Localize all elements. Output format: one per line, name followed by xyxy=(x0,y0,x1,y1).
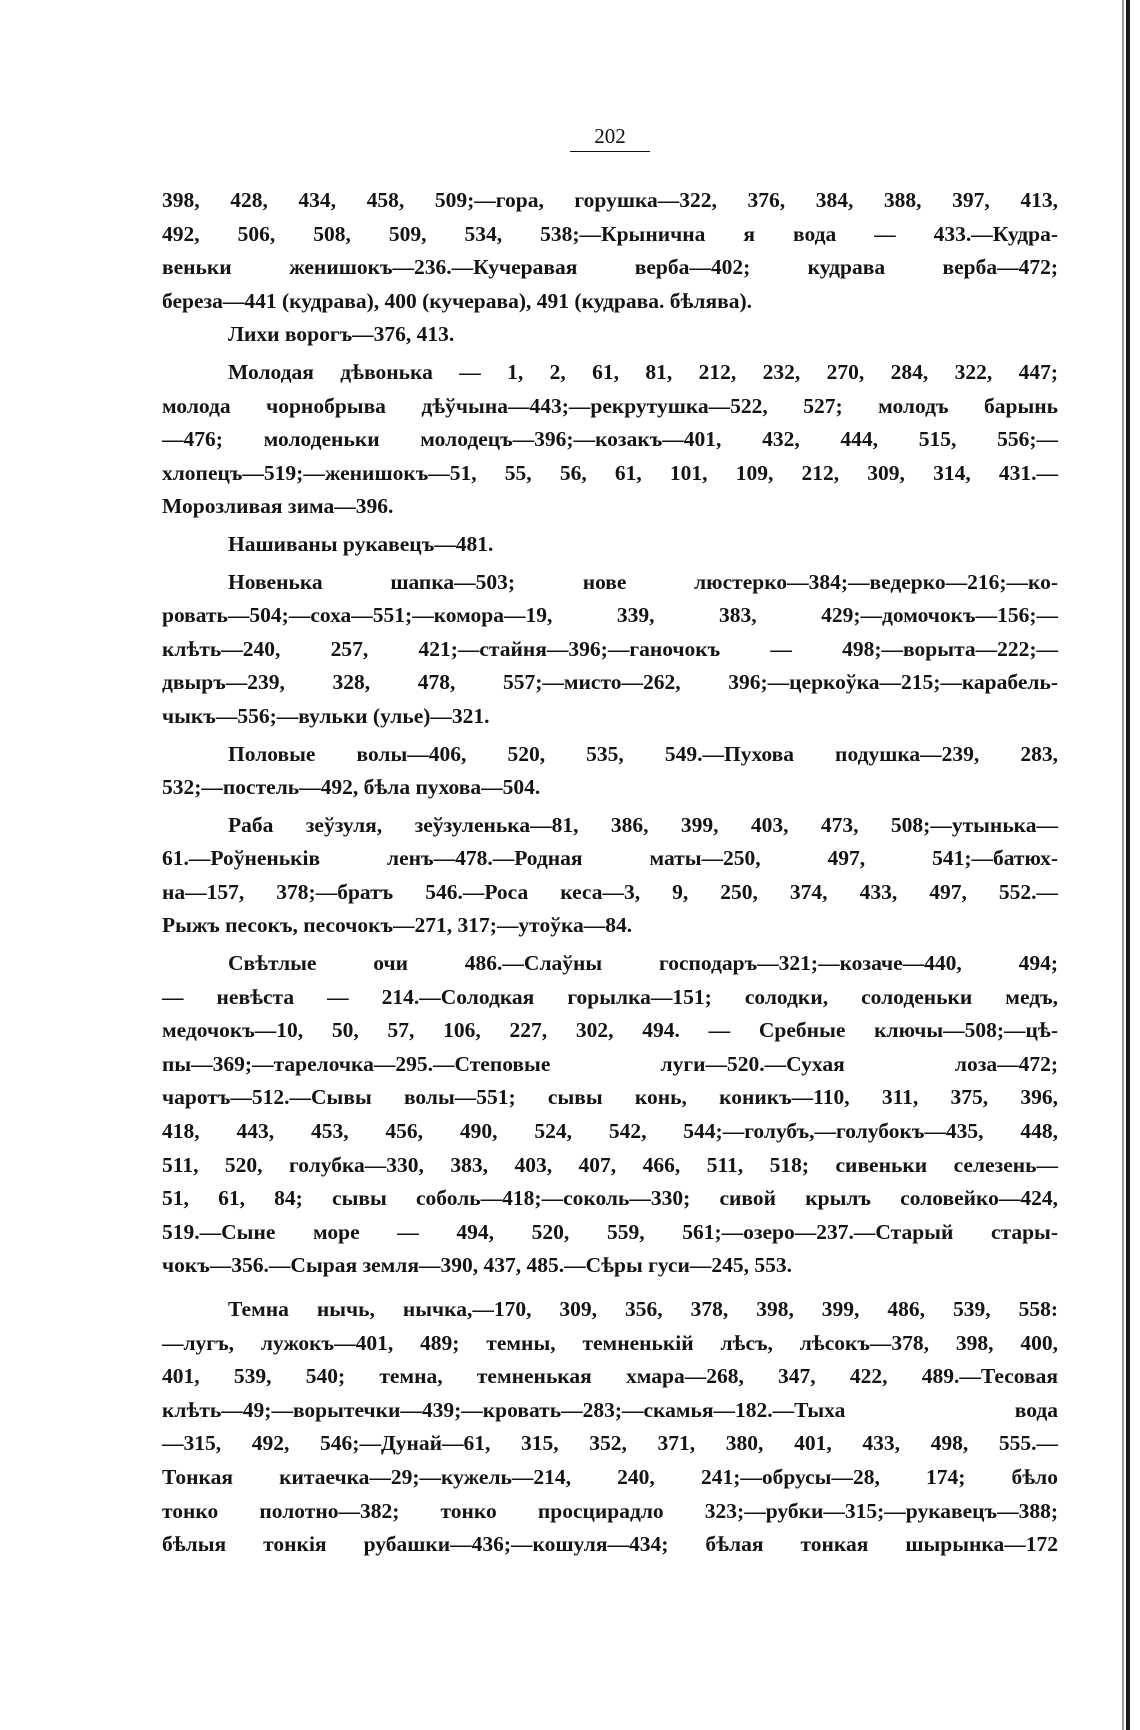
page-number: 202 xyxy=(570,124,650,152)
text-line: Лихи ворогъ—376, 413. xyxy=(228,322,455,347)
text-line: —315, 492, 546;—Дунай—61, 315, 352, 371, 380, 401, 433, 498, 555.— xyxy=(162,1431,1058,1456)
text-line: 61.—Роўненьків ленъ—478.—Родная маты—250, 497, 541;—батюх- xyxy=(162,846,1058,871)
text-line: тонко полотно—382; тонко просцирадло 323;—рубки—315;—рукавецъ—388; xyxy=(162,1498,1058,1523)
text-line: —лугъ, лужокъ—401, 489; темны, темненькій лѣсъ, лѣсокъ—378, 398, 400, xyxy=(162,1330,1058,1355)
text-line: 51, 61, 84; сывы соболь—418;—соколь—330; сивой крылъ соловейко—424, xyxy=(162,1186,1058,1211)
index-text-block xyxy=(162,184,1058,1562)
text-line: чыкъ—556;—вульки (улье)—321. xyxy=(162,703,490,728)
text-line: 418, 443, 453, 456, 490, 524, 542, 544;—голубъ,—голубокъ—435, 448, xyxy=(162,1119,1058,1144)
text-line: пы—369;—тарелочка—295.—Степовые луги—520.—Сухая лоза—472; xyxy=(162,1051,1058,1076)
text-line: 492, 506, 508, 509, 534, 538;—Крынична я вода — 433.—Кудра- xyxy=(162,221,1058,246)
text-line: двыръ—239, 328, 478, 557;—мисто—262, 396;—церкоўка—215;—карабель- xyxy=(162,670,1058,695)
text-line: медочокъ—10, 50, 57, 106, 227, 302, 494. — Сребные ключы—508;—цѣ- xyxy=(162,1018,1058,1043)
text-line: Раба зеўзуля, зеўзуленька—81, 386, 399, 403, 473, 508;—утынька— xyxy=(228,812,1058,837)
text-line: Половые волы—406, 520, 535, 549.—Пухова подушка—239, 283, xyxy=(228,741,1058,766)
text-line: Темна нычь, нычка,—170, 309, 356, 378, 398, 399, 486, 539, 558: xyxy=(228,1297,1058,1321)
page-edge-shadow xyxy=(1122,0,1124,1730)
text-line: 532;—постель—492, бѣла пухова—504. xyxy=(162,775,541,800)
text-line: —476; молоденьки молодецъ—396;—козакъ—401, 432, 444, 515, 556;— xyxy=(162,427,1058,452)
text-line: чокъ—356.—Сырая земля—390, 437, 485.—Сѣры гуси—245, 553. xyxy=(162,1253,793,1278)
text-line: хлопецъ—519;—женишокъ—51, 55, 56, 61, 101, 109, 212, 309, 314, 431.— xyxy=(162,460,1058,485)
text-line: 519.—Сыне море — 494, 520, 559, 561;—озеро—237.—Старый стары- xyxy=(162,1219,1058,1244)
text-line: Тонкая китаечка—29;—кужель—214, 240, 241;—обрусы—28, 174; бѣло xyxy=(162,1464,1058,1489)
text-line: чаротъ—512.—Сывы волы—551; сывы конь, коникъ—110, 311, 375, 396, xyxy=(162,1085,1058,1110)
page-edge xyxy=(1126,0,1130,1730)
text-line: клѣть—49;—ворытечки—439;—кровать—283;—скамья—182.—Тыха вода xyxy=(162,1397,1058,1422)
text-line: Морозливая зима—396. xyxy=(162,494,394,519)
text-line: Свѣтлые очи 486.—Слаўны господаръ—321;—козаче—440, 494; xyxy=(228,951,1058,976)
text-line: — невѣста — 214.—Солодкая горылка—151; солодки, солоденьки медъ, xyxy=(162,984,1058,1009)
text-line: на—157, 378;—братъ 546.—Роса кеса—3, 9, 250, 374, 433, 497, 552.— xyxy=(162,879,1058,904)
text-line: веньки женишокъ—236.—Кучеравая верба—402; кудрава верба—472; xyxy=(162,255,1058,280)
text-line: 511, 520, голубка—330, 383, 403, 407, 466, 511, 518; сивеньки селезень— xyxy=(162,1152,1058,1177)
text-line: 401, 539, 540; темна, темненькая хмара—268, 347, 422, 489.—Тесовая xyxy=(162,1364,1058,1389)
text-line: береза—441 (кудрава), 400 (кучерава), 491 (кудрава. бѣлява). xyxy=(162,288,752,313)
text-line: 398, 428, 434, 458, 509;—гора, горушка—322, 376, 384, 388, 397, 413, xyxy=(162,188,1058,212)
text-line: Новенька шапка—503; нове люстерко—384;—ведерко—216;—ко- xyxy=(228,569,1058,594)
text-line: молода чорнобрыва дѣўчына—443;—рекрутушка—522, 527; молодъ барынь xyxy=(162,393,1058,418)
text-line: клѣть—240, 257, 421;—стайня—396;—ганочокъ — 498;—ворыта—222;— xyxy=(162,636,1058,661)
text-line: Рыжъ песокъ, песочокъ—271, 317;—утоўка—84. xyxy=(162,913,633,938)
text-line: бѣлыя тонкія рубашки—436;—кошуля—434; бѣлая тонкая шырынка—172 xyxy=(162,1532,1058,1557)
text-line: ровать—504;—соха—551;—комора—19, 339, 383, 429;—домочокъ—156;— xyxy=(162,603,1058,628)
text-line: Нашиваны рукавецъ—481. xyxy=(228,531,494,556)
text-line: Молодая дѣвонька — 1, 2, 61, 81, 212, 232, 270, 284, 322, 447; xyxy=(228,359,1058,384)
